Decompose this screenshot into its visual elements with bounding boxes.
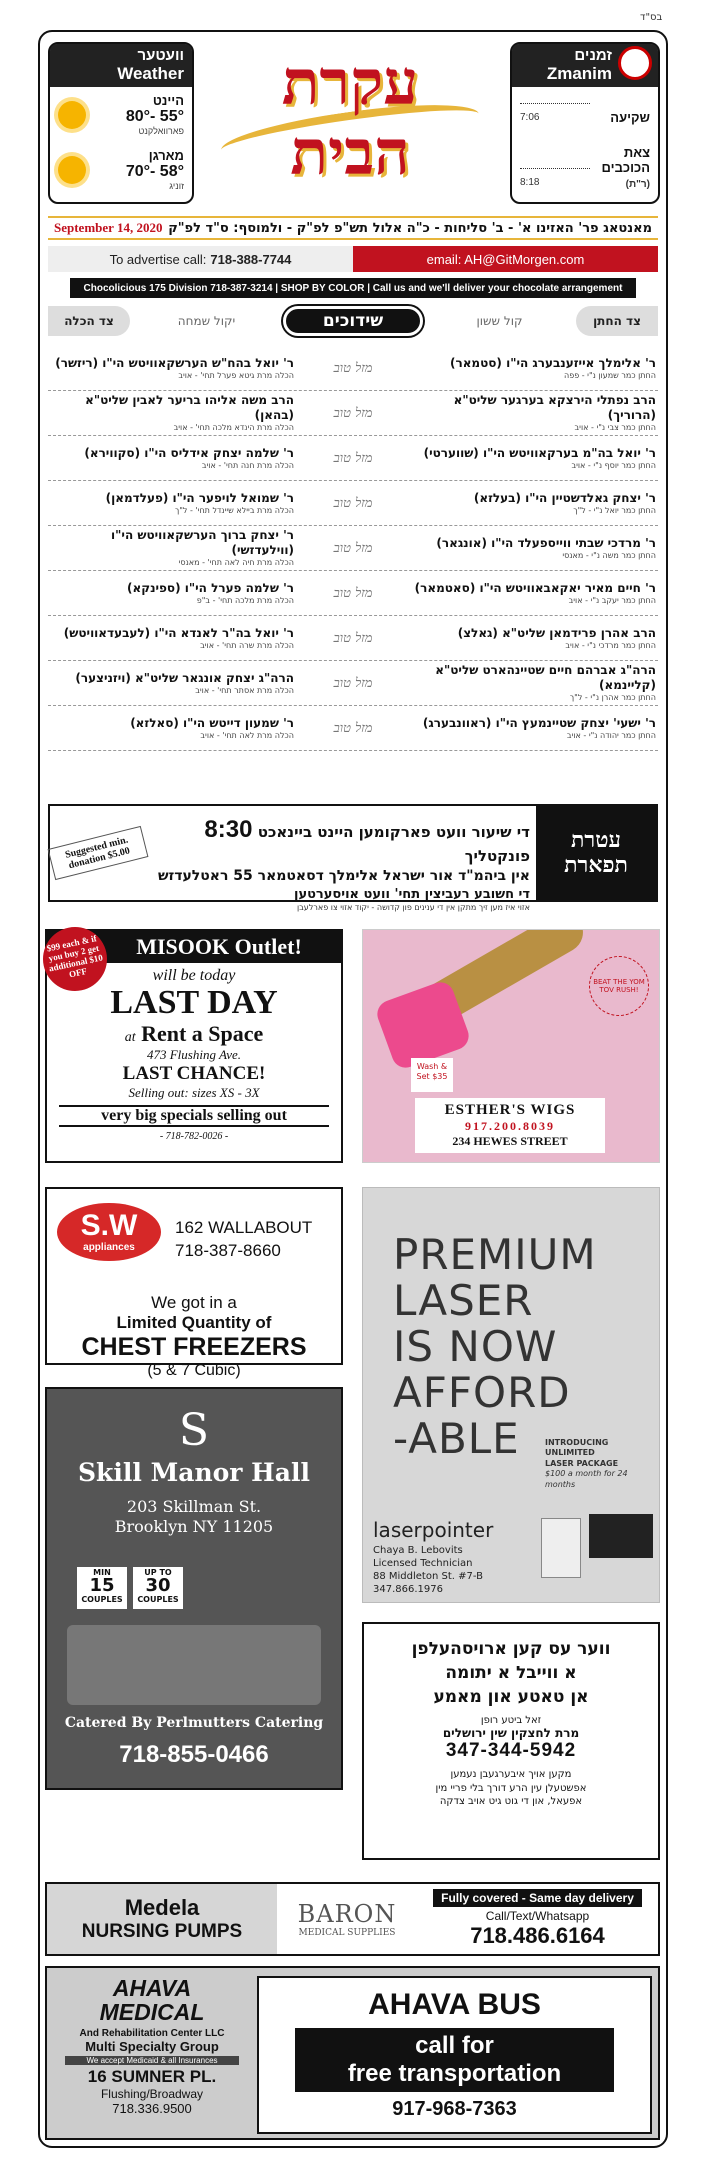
tab-kol-simcha: יקול שמחה xyxy=(177,314,236,328)
groom-sub: החתן כמר יוסף נ"י - אויב xyxy=(571,460,656,470)
bride-name: ר' יצחק ברוך הערשקאוויטש הי"ו (ווילעדזשי) xyxy=(111,528,294,557)
sw-line1: We got in a xyxy=(151,1293,237,1312)
skill-name: Skill Manor Hall xyxy=(78,1458,310,1487)
skill-phone: 718-855-0466 xyxy=(119,1741,269,1768)
laser-headline xyxy=(393,1232,597,1462)
charity-ad xyxy=(362,1622,660,1860)
laser-address: 88 Middleton St. #7-B xyxy=(373,1571,483,1582)
weather-tomorrow-label: מארגן xyxy=(148,148,184,164)
laser-contact xyxy=(373,1544,483,1596)
advertise-label: To advertise call: xyxy=(109,251,207,267)
ahava-l3: And Rehabilitation Center LLC xyxy=(79,2028,225,2039)
charity-l4: זאל ביטע רופן xyxy=(480,1715,542,1727)
table-row xyxy=(48,706,658,751)
charity-l7: אפשטעלן עין הרע דורך בלי פריי מין xyxy=(435,1782,587,1794)
skill-min-unit: COUPLES xyxy=(81,1595,123,1605)
laser-person: Chaya B. Lebovits xyxy=(373,1545,463,1556)
zmanim-tzeis-label: צאת הכוכבים xyxy=(601,145,650,176)
shiur-line4: אזוי איז מען זיך מתקן אין די ענינים פון קדושה - יקוד אזוי צו פארלעבן xyxy=(297,903,530,913)
advertise-call xyxy=(48,246,353,272)
bride-sub: הכלה מרת חיה לאה תחי' - מאנסי xyxy=(178,558,294,567)
medela-ad xyxy=(45,1882,660,1956)
misook-line1: will be today xyxy=(152,967,236,984)
skill-monogram: S xyxy=(178,1405,210,1456)
medela-phone: 718.486.6164 xyxy=(470,1923,605,1948)
groom-sub: החתן כמר מרדכי נ"י - אויב xyxy=(565,640,656,650)
misook-line7: very big specials selling out xyxy=(59,1105,329,1127)
mazel-tov: מזל טוב xyxy=(333,631,373,646)
groom-name: ר' אלימלך אייזענבערג הי"ו (סטמאר) xyxy=(449,355,656,370)
sw-logo-text: S.W xyxy=(80,1209,138,1242)
charity-l1: ווער עס קען ארויסהעלפן xyxy=(411,1639,611,1659)
skill-max-val: 30 xyxy=(145,1575,171,1597)
laser-intro3: LASER PACKAGE xyxy=(545,1458,619,1468)
laser-l2: LASER xyxy=(393,1276,534,1325)
table-row xyxy=(48,661,658,706)
wigs-address: 234 HEWES STREET xyxy=(452,1134,568,1148)
groom-name: הרב נפתלי הירצקא בערגער שליט"א (הרוריך) xyxy=(453,393,656,422)
shiur-text xyxy=(146,806,536,913)
ahava-bus-phone: 917-968-7363 xyxy=(392,2098,517,2120)
charity-l8: אפעאל, און די גוט גיט אויב צדקה xyxy=(439,1796,583,1808)
tab-kol-sasson: קול ששון xyxy=(476,314,523,328)
weather-tomorrow-temps: 70°- 58° xyxy=(125,163,184,181)
medela-l1: Medela xyxy=(124,1895,200,1920)
groom-sub: החתן כמר יואל נ"י - ל"ך xyxy=(573,505,656,515)
ahava-bus-title: AHAVA BUS xyxy=(368,1988,541,2021)
weather-today-sub: פארוואלקנט xyxy=(138,126,184,137)
groom-name: הרה"ג אברהם חיים שטיינהארט שליט"א (קליינמא) xyxy=(435,663,656,692)
bride-name: הרה"ג יצחק אונגאר שליט"א (ויזניצער) xyxy=(75,670,294,685)
date-english: September 14, 2020 xyxy=(54,220,163,235)
shiur-logo-line1: עטרת xyxy=(571,826,621,853)
groom-name: ר' יצחק גאלדשטיין הי"ו (בעלזא) xyxy=(473,490,656,505)
skill-capacity xyxy=(77,1567,183,1609)
laser-l1: PREMIUM xyxy=(393,1230,597,1279)
table-row xyxy=(48,571,658,616)
bride-name: ר' יואל בהח"ש הערשקאוויטש הי"ו (ריזשר) xyxy=(55,355,294,370)
baron-sub: MEDICAL SUPPLIES xyxy=(298,1928,396,1938)
bride-sub: הכלה מרת חנה תחי' - אויב xyxy=(201,460,294,470)
laser-l5: -ABLE xyxy=(393,1414,520,1463)
bride-side xyxy=(50,716,294,741)
donation-text: Suggested min. donation $5.00 xyxy=(48,826,149,880)
ahava-l4: Multi Specialty Group xyxy=(85,2039,219,2054)
charity-l3: אן טאטע און מאמע xyxy=(433,1686,589,1707)
baron-name: BARON xyxy=(297,1900,397,1928)
mazel-tov: מזל טוב xyxy=(333,721,373,736)
groom-name: ר' חיים מאיר יאקאבאוויטש הי"ו (סאטמאר) xyxy=(414,580,656,595)
ahava-l1: AHAVA xyxy=(112,1975,192,2001)
zmanim-tzeis-time: 8:18 xyxy=(520,177,540,189)
skill-min-label: MIN xyxy=(93,1568,111,1577)
bride-name: ר' שלמה יצחק אידליס הי"ו (סקווירא) xyxy=(84,445,294,460)
misook-line2: LAST DAY xyxy=(110,984,278,1021)
zmanim-tzeis xyxy=(512,139,658,194)
logo-line1: עקרת xyxy=(281,46,419,119)
groom-name: הרב אהרן פרידמאן שליט"א (גאלצ) xyxy=(457,625,656,640)
donation-stamp xyxy=(50,806,146,900)
zmanim-title-en: Zmanim xyxy=(546,63,612,83)
misook-line4: 473 Flushing Ave. xyxy=(146,1047,241,1062)
skill-addr1: 203 Skillman St. xyxy=(126,1497,262,1516)
bride-sub: הכלה מרת ביילא שיינדל תחי' - ל"ך xyxy=(174,505,294,515)
wigs-sign xyxy=(415,1098,605,1153)
table-row xyxy=(48,616,658,661)
ateres-tiferes-logo xyxy=(536,806,656,900)
shiur-logo-line2: תפארת xyxy=(564,852,628,878)
groom-name: ר' ישעי' יצחק שטיינמעץ הי"ו (ראוונבערג) xyxy=(422,715,656,730)
sw-line2: Limited Quantity of xyxy=(116,1313,272,1332)
sun-cloud-icon xyxy=(58,101,86,129)
bride-side xyxy=(50,356,294,381)
tab-shidduchim: שידוכים xyxy=(283,306,423,336)
bride-side xyxy=(50,491,294,516)
sw-address: 162 WALLABOUT xyxy=(175,1218,313,1237)
ahava-l7: Flushing/Broadway xyxy=(100,2087,204,2101)
weather-today-label: היינט xyxy=(152,93,184,109)
ahava-call1: call for xyxy=(415,2032,494,2059)
ahava-l6: 16 SUMNER PL. xyxy=(87,2067,217,2086)
mazel-tov: מזל טוב xyxy=(333,451,373,466)
ahava-l5: We accept Medicaid & all Insurances xyxy=(65,2056,239,2065)
bride-name: הרב משה אליהו בריער לאבין שליט"א (בהאן) xyxy=(85,393,294,422)
dateline xyxy=(48,216,658,240)
laser-device-image xyxy=(541,1518,581,1578)
laser-intro xyxy=(545,1438,659,1490)
wigs-wash-price: Wash & Set $35 xyxy=(411,1058,453,1092)
medela-contact: Call/Text/Whatsapp xyxy=(485,1909,590,1923)
laser-info-box xyxy=(589,1514,653,1558)
misook-title: MISOOK Outlet! xyxy=(47,931,341,963)
sw-line3: CHEST FREEZERS xyxy=(81,1333,307,1361)
table-row xyxy=(48,391,658,436)
tab-bride-side: צד הכלה xyxy=(48,306,130,336)
skill-max-unit: COUPLES xyxy=(137,1595,179,1605)
groom-sub: החתן כמר אהרן נ"י - ל"ך xyxy=(569,693,656,702)
misook-line3: Rent a Space xyxy=(141,1021,264,1046)
newspaper-page xyxy=(38,30,668,2148)
advertise-email[interactable]: email: AH@GitMorgen.com xyxy=(353,246,658,272)
misook-at: at xyxy=(124,1030,136,1045)
section-tabs xyxy=(48,304,658,338)
bride-sub: הכלה מרת אסתר תחי' - אויב xyxy=(195,685,294,695)
laser-title: Licensed Technician xyxy=(373,1558,473,1569)
bride-sub: הכלה מרת גיטא פערל תחי' - אויב xyxy=(178,370,294,380)
laser-phone: 347.866.1976 xyxy=(373,1584,443,1595)
table-row xyxy=(48,481,658,526)
groom-sub: החתן כמר יעקב נ"י - אויב xyxy=(568,595,656,605)
mazel-tov: מזל טוב xyxy=(333,541,373,556)
sw-line4: (5 & 7 Cubic) xyxy=(147,1362,241,1379)
bride-sub: הכלה מרת לאה תחי' - אויב xyxy=(200,730,294,740)
zmanim-box xyxy=(510,42,660,204)
bride-side xyxy=(50,671,294,696)
zmanim-sunset xyxy=(512,97,658,129)
zmanim-sunset-line xyxy=(520,103,590,104)
skill-addr2: Brooklyn NY 11205 xyxy=(114,1517,274,1536)
sw-phone: 718-387-8660 xyxy=(175,1240,281,1260)
logo-line2: הבית xyxy=(290,116,410,189)
groom-name: ר' מרדכי שבתי ווייספעלד הי"ו (אונגאר) xyxy=(436,535,656,550)
table-row xyxy=(48,346,658,391)
masthead-logo xyxy=(240,48,460,202)
bride-side xyxy=(50,528,294,568)
misook-phone: - 718-782-0026 - xyxy=(159,1131,229,1142)
groom-side xyxy=(412,393,656,433)
weather-today-temps: 80°- 55° xyxy=(125,108,184,126)
shiur-line1a: די שיעור וועט פארקומען היינט ביינאכט xyxy=(257,823,530,841)
groom-side xyxy=(412,446,656,471)
bride-sub: הכלה מרת מלכה תחי' - ב"פ xyxy=(196,595,294,605)
sun-icon xyxy=(58,156,86,184)
groom-side xyxy=(412,356,656,381)
ahava-bus-block xyxy=(257,1976,652,2134)
zmanim-sunset-time: 7:06 xyxy=(520,112,540,124)
skill-min xyxy=(77,1567,127,1609)
wigs-name: ESTHER'S WIGS xyxy=(444,1102,576,1118)
skill-min-val: 15 xyxy=(89,1575,115,1597)
table-row xyxy=(48,436,658,481)
tab-groom-side: צד החתן xyxy=(576,306,658,336)
sw-appliances-ad xyxy=(45,1187,343,1379)
groom-sub: החתן כמר משה נ"י - מאנסי xyxy=(562,550,656,560)
wigs-badge: BEAT THE YOM TOV RUSH! xyxy=(589,956,649,1016)
charity-l6: מקען אויך איבערגעבן נעמען xyxy=(450,1769,572,1781)
mazel-tov: מזל טוב xyxy=(333,496,373,511)
chocolate-banner: Chocolicious 175 Division 718-387-3214 | SHOP BY COLOR | Call us and we'll deliver your chocolate arrangement xyxy=(70,278,636,298)
skill-max-label: UP TO xyxy=(144,1568,172,1577)
shiur-line2: אין ביהמ"ד אור ישראל אלימלך דסאטמאר 55 ראטלעדזש xyxy=(158,867,530,884)
sw-logo xyxy=(57,1203,161,1261)
ahava-call xyxy=(295,2028,614,2092)
ahava-l2: MEDICAL xyxy=(99,1999,205,2025)
date-hebrew: מאנטאג פר' האזינו א' - ב' סליחות - כ"ה אלול תש"פ לפ"ק - ולמוסף: ס"ד לפ"ק xyxy=(168,220,652,236)
medela-covered: Fully covered - Same day delivery xyxy=(433,1889,642,1907)
weather-header xyxy=(50,44,192,87)
charity-l5: מרת לחצקין שין ירושלים xyxy=(442,1726,580,1741)
ahava-ad xyxy=(45,1966,660,2140)
ahava-medical-block xyxy=(55,1976,249,2134)
shidduchim-list xyxy=(48,346,658,751)
zmanim-tzeis-note: (ר"ת) xyxy=(625,179,650,191)
laserpointer-logo: laserpointer xyxy=(373,1518,494,1542)
groom-side xyxy=(412,491,656,516)
skill-catering: Catered By Perlmutters Catering xyxy=(64,1715,324,1731)
hall-tables-image xyxy=(67,1625,321,1705)
mazel-tov: מזל טוב xyxy=(333,361,373,376)
shiur-line1b: פונקטליך xyxy=(464,847,530,866)
groom-name: ר' יואל בה"מ בערקאוויטש הי"ו (שווערטי) xyxy=(423,445,656,460)
bride-sub: הכלה מרת הינדא מלכה תחי' - אויב xyxy=(173,423,294,432)
weather-tomorrow xyxy=(50,142,192,197)
bride-side xyxy=(50,446,294,471)
groom-side xyxy=(412,663,656,703)
bride-name: ר' יואל בה"ר לאנדא הי"ו (לעבעדאוויטש) xyxy=(63,625,294,640)
misook-line5: LAST CHANCE! xyxy=(122,1063,266,1084)
top-mark: בס"ד xyxy=(640,12,663,23)
bride-side xyxy=(50,393,294,433)
groom-sub: החתן כמר צבי נ"י - אויב xyxy=(574,423,656,432)
weather-title-en: Weather xyxy=(117,63,184,83)
laser-l3: IS NOW xyxy=(393,1322,558,1371)
zmanim-tzeis-line xyxy=(520,168,590,169)
groom-side xyxy=(412,626,656,651)
shiur-time: 8:30 xyxy=(204,816,253,843)
misook-outlet-ad xyxy=(45,929,343,1163)
bride-side xyxy=(50,626,294,651)
misook-line6: Selling out: sizes XS - 3X xyxy=(128,1085,260,1100)
weather-today xyxy=(50,87,192,142)
laser-ad xyxy=(362,1187,660,1603)
skill-max xyxy=(133,1567,183,1609)
ahava-l8: 718.336.9500 xyxy=(112,2101,192,2116)
laser-intro2: UNLIMITED xyxy=(545,1448,595,1458)
charity-phone: 347-344-5942 xyxy=(445,1740,577,1762)
weather-tomorrow-sub: זוניג xyxy=(169,181,184,192)
mazel-tov: מזל טוב xyxy=(333,406,373,421)
advertise-phone[interactable]: 718-388-7744 xyxy=(210,251,292,267)
laser-intro4: $100 a month for 24 months xyxy=(545,1469,628,1489)
bride-side xyxy=(50,581,294,606)
skill-manor-ad xyxy=(45,1387,343,1790)
wigs-phone: 917.200.8039 xyxy=(465,1119,555,1133)
zmanim-sunset-label: שקיעה xyxy=(610,110,650,126)
laser-intro1: INTRODUCING xyxy=(545,1438,609,1447)
groom-side xyxy=(412,536,656,561)
bride-sub: הכלה מרת שרה תחי' - אויב xyxy=(200,640,294,650)
groom-side xyxy=(412,581,656,606)
bride-name: ר' שמעון דייטש הי"ו (סאלזא) xyxy=(130,715,294,730)
table-row xyxy=(48,526,658,571)
charity-l2: א ווייבל א יתומה xyxy=(445,1662,577,1683)
ahava-call2: free transportation xyxy=(347,2060,562,2087)
shiur-line3: די חשובע רעביצין תחי' וועט אויסערטען xyxy=(293,886,530,902)
groom-sub: החתן כמר יהודה נ"י - אויב xyxy=(566,730,656,740)
advertise-bar xyxy=(48,246,658,272)
laser-l4: AFFORD xyxy=(393,1368,571,1417)
esthers-wigs-ad xyxy=(362,929,660,1163)
groom-sub: החתן כמר שמעון נ"י - פפה xyxy=(563,370,656,380)
bride-name: ר' שלמה פערל הי"ו (ספינקא) xyxy=(127,580,294,595)
shiur-banner xyxy=(48,804,658,913)
mazel-tov: מזל טוב xyxy=(333,676,373,691)
bride-name: ר' שמואל לויפער הי"ו (פעלדמאן) xyxy=(105,490,294,505)
weather-title-yi: וועטער xyxy=(137,47,184,64)
sw-logo-sub: appliances xyxy=(83,1242,135,1253)
baron-logo xyxy=(277,1884,417,1954)
weather-box xyxy=(48,42,194,204)
groom-side xyxy=(412,716,656,741)
mazel-tov: מזל טוב xyxy=(333,586,373,601)
misook-burst: $99 each & if you buy 2 get additional $10 OFF xyxy=(38,921,113,997)
alarm-clock-icon xyxy=(618,46,652,80)
medela-l2: NURSING PUMPS xyxy=(81,1921,243,1942)
zmanim-title-yi: זמנים xyxy=(574,47,612,64)
